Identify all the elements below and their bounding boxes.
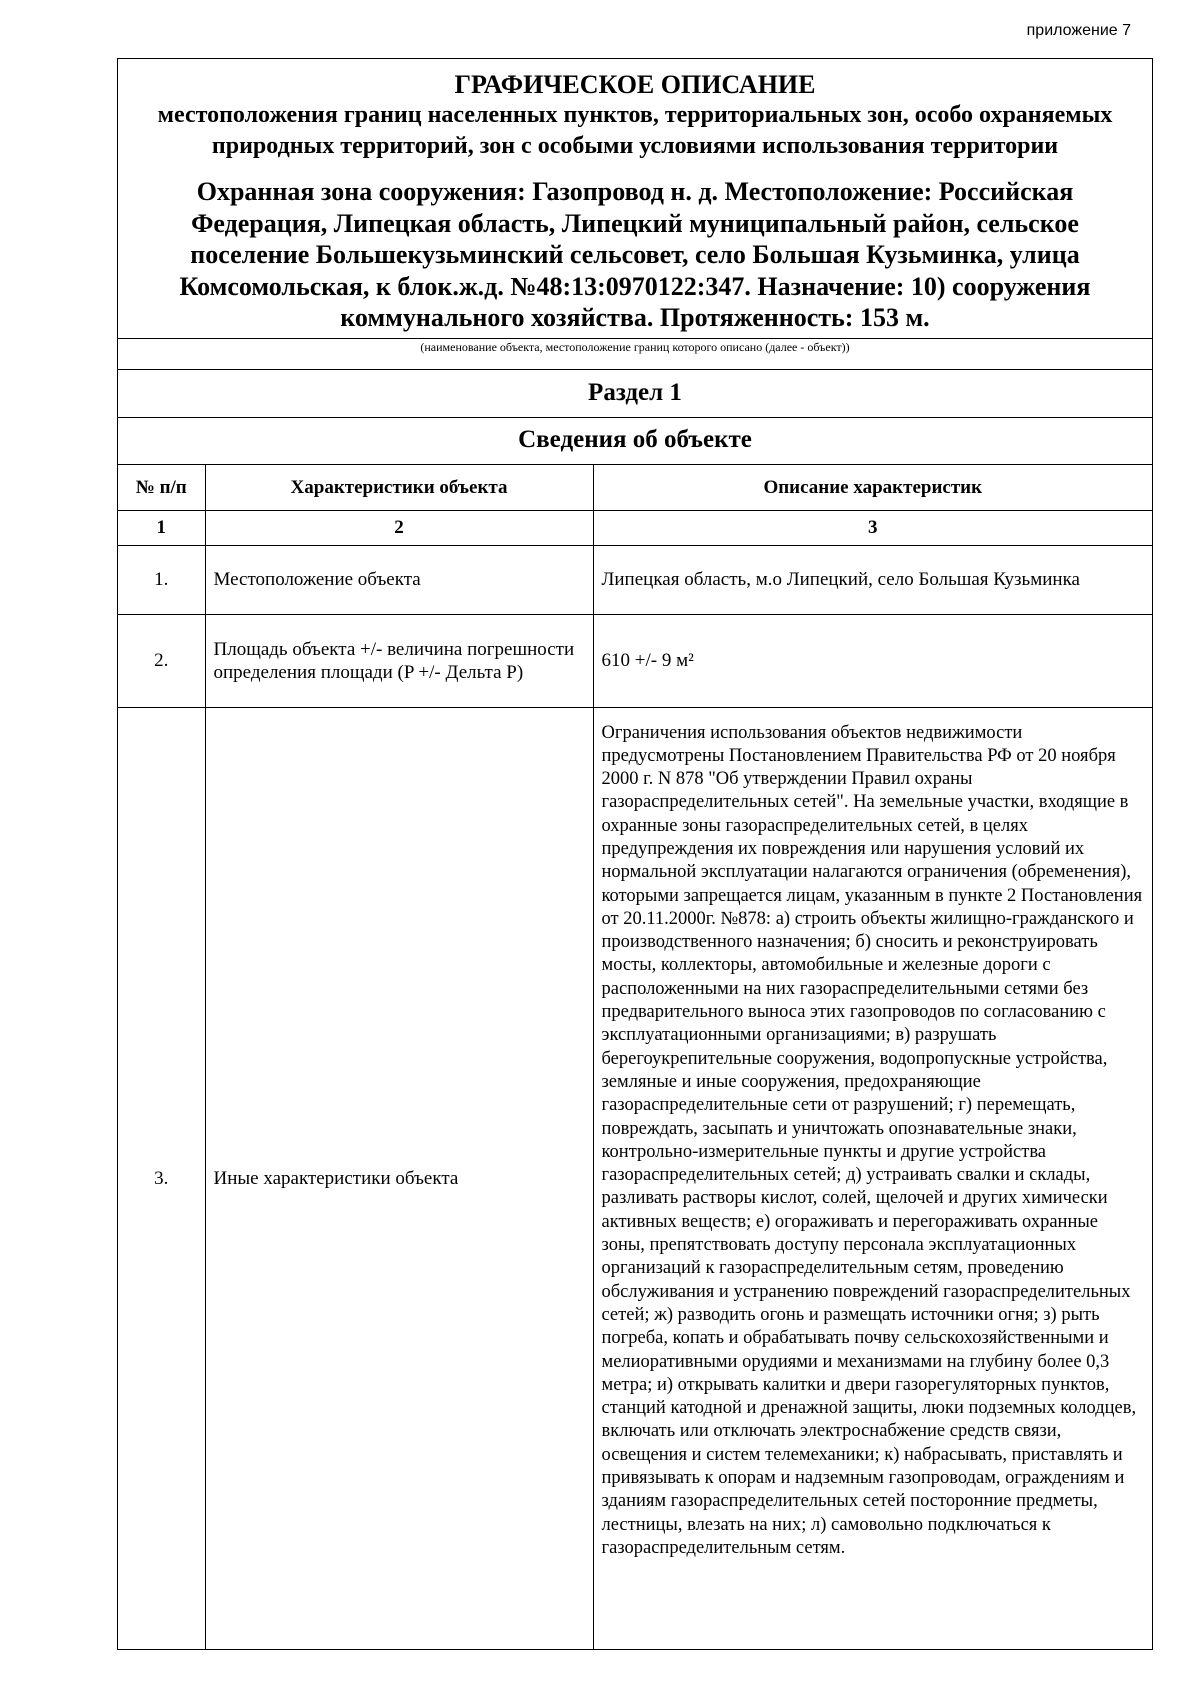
table-header-row	[118, 464, 1152, 510]
row-description: 610 +/- 9 м²	[593, 614, 1152, 707]
column-number-1: 1	[118, 510, 205, 545]
appendix-label: приложение 7	[1026, 22, 1131, 39]
row-number: 1.	[118, 545, 205, 614]
row-description: Ограничения использования объектов недвижимости предусмотрены Постановлением Правительства РФ от 20 ноября 2000 г. N 878 "Об утверждении Правил охраны газораспределительных сетей". На земельные участки, входящие в охранные зоны газораспределительных сетей, в целях предупреждения их повреждения или нарушения условий их нормальной эксплуатации налагаются ограничения (обременения), которыми запрещается лицам, указанным в пункте 2 Постановления от 20.11.2000г. №878: а) строить объекты жилищно-гражданского и производственного назначения; б) сносить и реконструировать мосты, коллекторы, автомобильные и железные дороги с расположенными на них газораспределительными сетями без предварительного выноса этих газопроводов по согласованию с эксплуатационными организациями; в) разрушать берегоукрепительные сооружения, водопропускные устройства, земляные и иные сооружения, предохраняющие газораспределительные сети от разрушений; г) перемещать, повреждать, засыпать и уничтожать опознавательные знаки, контрольно-измерительные пункты и другие устройства газораспределительных сетей; д) устраивать свалки и склады, разливать растворы кислот, солей, щелочей и других химически активных веществ; е) огораживать и перегораживать охранные зоны, препятствовать доступу персонала эксплуатационных организаций к газораспределительным сетям, проведению обслуживания и устранению повреждений газораспределительных сетей; ж) разводить огонь и размещать источники огня; з) рыть погреба, копать и обрабатывать почву сельскохозяйственными и мелиоративными орудиями и механизмами на глубину более 0,3 метра; и) открывать калитки и двери газорегуляторных пунктов, станций катодной и дренажной защиты, люки подземных колодцев, включать или отключать электроснабжение средств связи, освещения и систем телемеханики; к) набрасывать, приставлять и привязывать к опорам и надземным газопроводам, ограждениям и зданиям газораспределительных сетей посторонние предметы, лестницы, влезать на них; л) самовольно подключаться к газораспределительным сетям.	[593, 707, 1152, 1649]
header-number: № п/п	[118, 464, 205, 510]
row-characteristic: Площадь объекта +/- величина погрешности определения площади (P +/- Дельта P)	[205, 614, 593, 707]
header-characteristic: Характеристики объекта	[205, 464, 593, 510]
table-row	[118, 707, 1152, 1649]
row-characteristic: Местоположение объекта	[205, 545, 593, 614]
section-title: Раздел 1	[118, 369, 1152, 417]
column-number-3: 3	[593, 510, 1152, 545]
object-caption: (наименование объекта, местоположение границ которого описано (далее - объект))	[118, 338, 1152, 369]
object-info-table	[118, 464, 1152, 1649]
document-header	[118, 59, 1152, 338]
column-number-row	[118, 510, 1152, 545]
column-number-2: 2	[205, 510, 593, 545]
section-subtitle: Сведения об объекте	[118, 417, 1152, 464]
object-description: Охранная зона сооружения: Газопровод н. д. Местоположение: Российская Федерация, Липецкая область, Липецкий муниципальный район, сельское поселение Большекузьминский сельсовет, село Большая Кузьминка, улица Комсомольская, к блок.ж.д. №48:13:0970122:347. Назначение: 10) сооружения коммунального хозяйства. Протяженность: 153 м.	[179, 177, 1091, 332]
document-sheet	[117, 58, 1153, 1650]
header-description: Описание характеристик	[593, 464, 1152, 510]
document-subtitle: местоположения границ населенных пунктов, территориальных зон, особо охраняемых природных территорий, зон с особыми условиями использования территории	[157, 102, 1113, 159]
row-number: 3.	[118, 707, 205, 1649]
row-characteristic: Иные характеристики объекта	[205, 707, 593, 1649]
document-title: ГРАФИЧЕСКОЕ ОПИСАНИЕ	[454, 70, 816, 99]
table-row	[118, 545, 1152, 614]
row-number: 2.	[118, 614, 205, 707]
row-description: Липецкая область, м.о Липецкий, село Большая Кузьминка	[593, 545, 1152, 614]
table-row	[118, 614, 1152, 707]
